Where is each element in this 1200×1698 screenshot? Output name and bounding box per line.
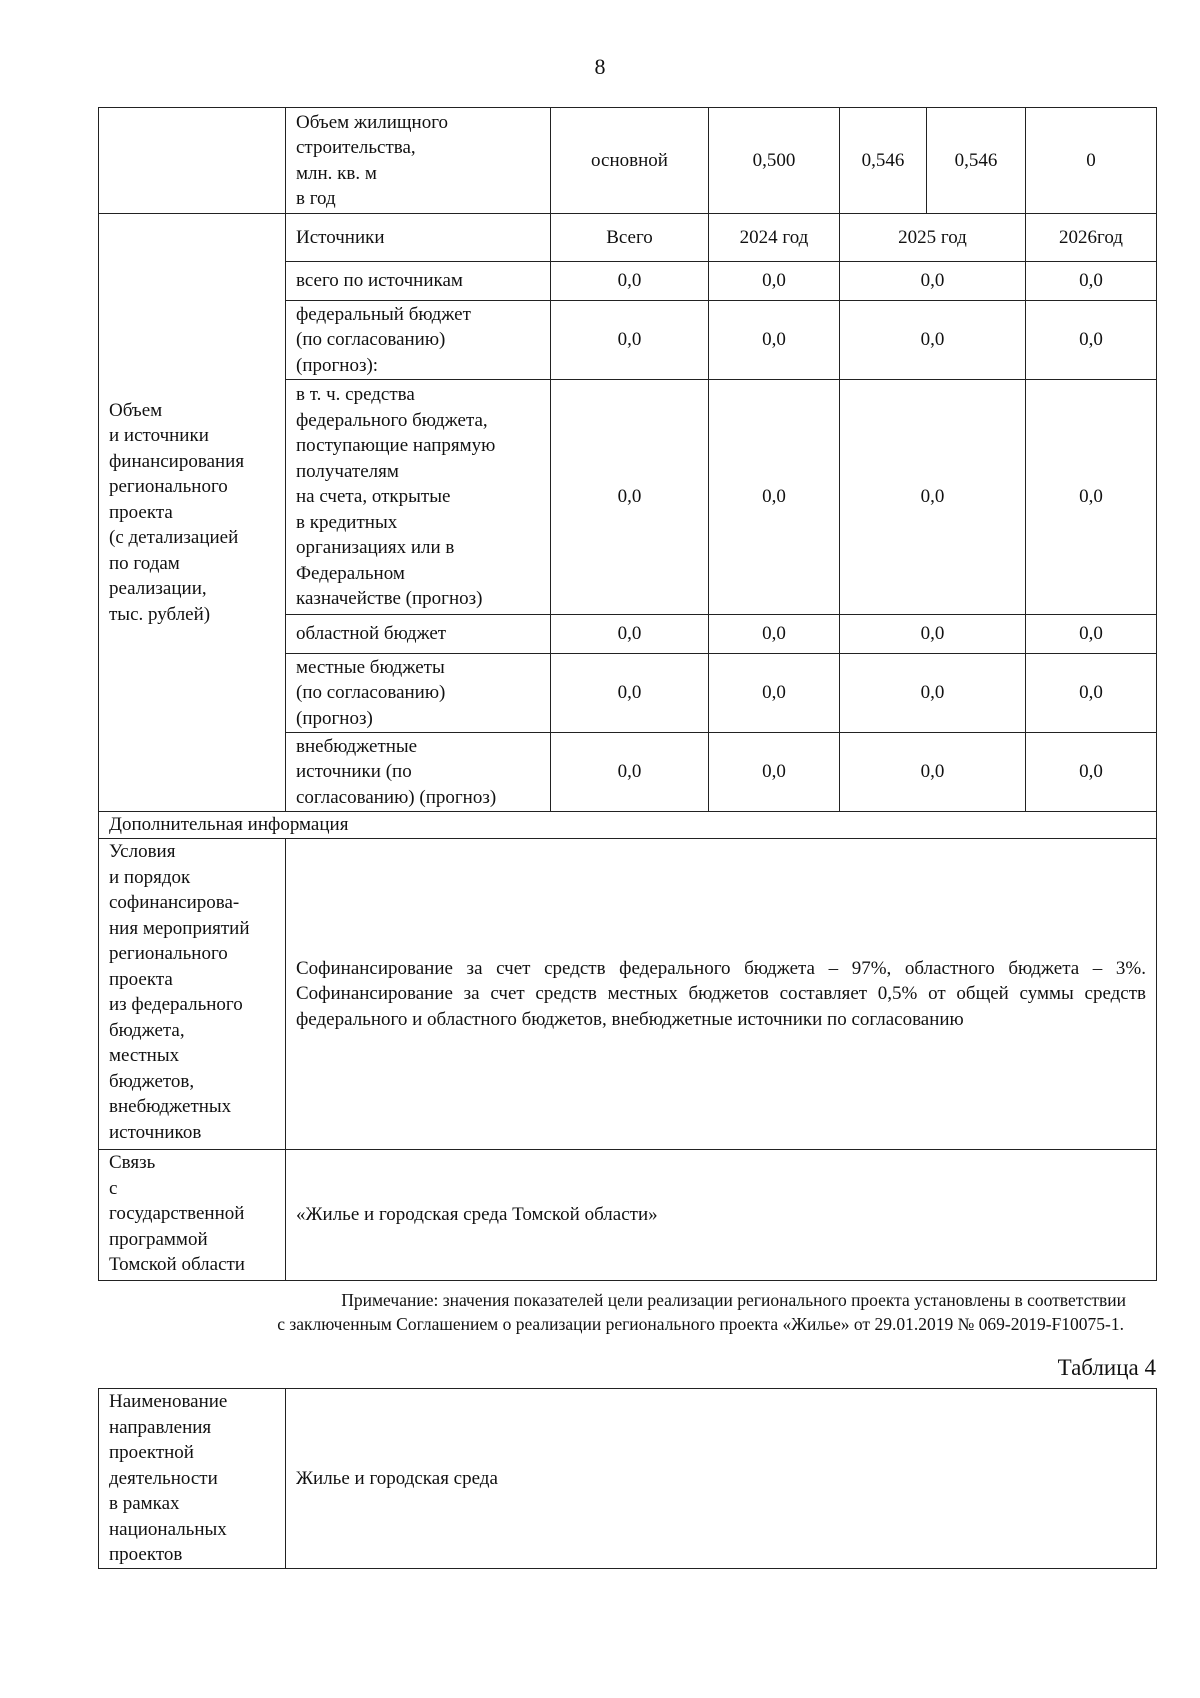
table-4-value: Жилье и городская среда (286, 1389, 1157, 1569)
finance-value-total: 0,0 (551, 262, 709, 301)
finance-value-total: 0,0 (551, 380, 709, 615)
finance-header-total: Всего (551, 214, 709, 262)
table-4-caption: Таблица 4 (1057, 1355, 1156, 1380)
table-4 (98, 1388, 1157, 1569)
cofinancing-row (99, 839, 1157, 1150)
finance-value-total: 0,0 (551, 733, 709, 812)
indicator-label: Объем жилищного строительства, млн. кв. м в год (286, 108, 551, 214)
finance-value-2026: 0,0 (1026, 262, 1157, 301)
finance-header-row (99, 214, 1157, 262)
finance-value-2024: 0,0 (709, 380, 840, 615)
finance-value-2024: 0,0 (709, 615, 840, 654)
table-4-row (99, 1389, 1157, 1569)
finance-header-2024: 2024 год (709, 214, 840, 262)
finance-header-sources: Источники (286, 214, 551, 262)
footnote-line-1: Примечание: значения показателей цели реализации регионального проекта установлены в соответствии (341, 1290, 1126, 1310)
additional-info-row (99, 812, 1157, 839)
cofinancing-text: Софинансирование за счет средств федерального бюджета – 97%, областного бюджета – 3%. Софинансирование за счет средств местных бюджетов составляет 0,5% от общей суммы средств федерального и областного бюджетов, внебюджетные источники по согласованию (286, 839, 1157, 1150)
indicator-row (99, 108, 1157, 214)
finance-label: Объем и источники финансирования регионального проекта (с детализацией по годам реализации, тыс. рублей) (99, 214, 286, 812)
program-link-row (99, 1150, 1157, 1281)
footnote (98, 1288, 1156, 1336)
program-link-label: Связь с государственной программой Томской области (99, 1150, 286, 1281)
finance-value-2026: 0,0 (1026, 654, 1157, 733)
finance-value-2025: 0,0 (840, 262, 1026, 301)
finance-value-2026: 0,0 (1026, 301, 1157, 380)
indicator-2025-value: 0,546 (927, 108, 1026, 214)
finance-header-2026: 2026год (1026, 214, 1157, 262)
indicator-type: основной (551, 108, 709, 214)
finance-value-total: 0,0 (551, 301, 709, 380)
finance-value-2024: 0,0 (709, 733, 840, 812)
indicator-2024-value: 0,546 (840, 108, 927, 214)
finance-value-2024: 0,0 (709, 654, 840, 733)
finance-source-name: федеральный бюджет (по согласованию) (прогноз): (286, 301, 551, 380)
finance-source-name: областной бюджет (286, 615, 551, 654)
finance-source-name: в т. ч. средства федерального бюджета, поступающие напрямую получателям на счета, открытые в кредитных организациях или в Федеральном казначействе (прогноз) (286, 380, 551, 615)
footnote-line-2: с заключенным Соглашением о реализации регионального проекта «Жилье» от 29.01.2019 № 069-2019-F10075-1. (277, 1314, 1124, 1334)
finance-value-2026: 0,0 (1026, 615, 1157, 654)
finance-value-2026: 0,0 (1026, 380, 1157, 615)
finance-value-2025: 0,0 (840, 615, 1026, 654)
additional-info-heading: Дополнительная информация (99, 812, 1157, 839)
finance-value-total: 0,0 (551, 654, 709, 733)
finance-value-2024: 0,0 (709, 301, 840, 380)
finance-value-total: 0,0 (551, 615, 709, 654)
finance-value-2025: 0,0 (840, 733, 1026, 812)
finance-value-2024: 0,0 (709, 262, 840, 301)
finance-source-name: всего по источникам (286, 262, 551, 301)
indicator-2026-value: 0 (1026, 108, 1157, 214)
program-link-text: «Жилье и городская среда Томской области» (286, 1150, 1157, 1281)
finance-value-2025: 0,0 (840, 654, 1026, 733)
indicator-base-value: 0,500 (709, 108, 840, 214)
finance-value-2025: 0,0 (840, 380, 1026, 615)
finance-source-name: местные бюджеты (по согласованию) (прогноз) (286, 654, 551, 733)
finance-source-name: внебюджетные источники (по согласованию) (прогноз) (286, 733, 551, 812)
table-4-label: Наименование направления проектной деятельности в рамках национальных проектов (99, 1389, 286, 1569)
cofinancing-label: Условия и порядок софинансирова- ния мероприятий регионального проекта из федерального бюджета, местных бюджетов, внебюджетных источников (99, 839, 286, 1150)
finance-value-2026: 0,0 (1026, 733, 1157, 812)
project-passport-table (98, 107, 1157, 1281)
page-number: 8 (594, 54, 606, 79)
finance-header-2025: 2025 год (840, 214, 1026, 262)
finance-value-2025: 0,0 (840, 301, 1026, 380)
indicator-empty-cell (99, 108, 286, 214)
